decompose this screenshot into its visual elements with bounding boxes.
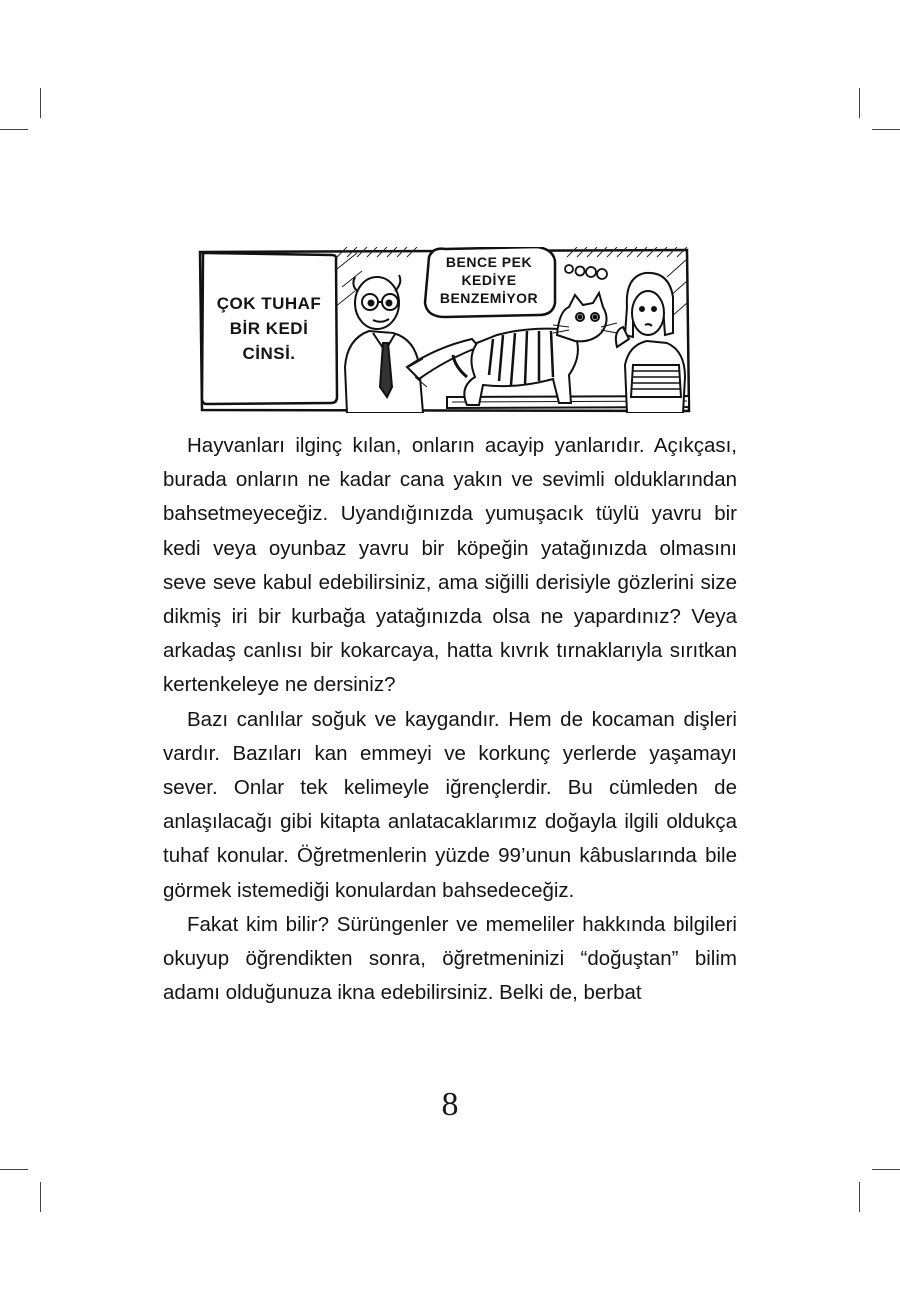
crop-mark-bottom-left-vertical — [40, 1182, 41, 1212]
crop-mark-top-left-horizontal — [0, 129, 28, 130]
speech-line-2: KEDİYE — [461, 272, 517, 288]
page-number: 8 — [441, 1086, 459, 1123]
paragraph-2: Bazı canlılar soğuk ve kaygandır. Hem de kocaman dişleri vardır. Bazıları kan emmeyi ve korkunç yerlerde yaşamayı sever. Onlar tek kelimeyle iğrençlerdir. Bu cümleden de anlaşılacağı gibi kitapta anlatacaklarımız doğayla ilgili oldukça tuhaf konular. Öğretmenlerin yüzde 99’unun kâbuslarında bile görmek istemediği konulardan bahsedeceğiz. — [163, 707, 737, 902]
comic-illustration — [197, 247, 692, 413]
caption-line-1: ÇOK TUHAF — [216, 293, 322, 313]
caption-line-3: CİNSİ. — [242, 343, 296, 363]
crop-mark-bottom-left-horizontal — [0, 1169, 28, 1170]
caption-line-2: BİR KEDİ — [229, 318, 309, 338]
crop-mark-bottom-right-vertical — [859, 1182, 860, 1212]
crop-mark-top-left-vertical — [40, 88, 41, 118]
speech-line-1: BENCE PEK — [445, 254, 533, 270]
crop-mark-top-right-vertical — [859, 88, 860, 118]
caption-box — [205, 253, 333, 403]
speech-line-3: BENZEMİYOR — [439, 290, 539, 306]
crop-mark-top-right-horizontal — [872, 129, 900, 130]
body-text — [163, 429, 737, 1010]
crop-mark-bottom-right-horizontal — [872, 1169, 900, 1170]
speech-bubble — [425, 249, 553, 311]
paragraph-3: Fakat kim bilir? Sürüngenler ve memeliler hakkında bilgileri okuyup öğrendikten sonra, öğretmeninizi “doğuştan” bilim adamı olduğunuza ikna edebilirsiniz. Belki de, berbat — [163, 912, 737, 1005]
paragraph-1: Hayvanları ilginç kılan, onların acayip yanlarıdır. Açıkçası, burada onların ne kadar cana yakın ve sevimli olduklarından bahsetmeyeceğiz. Uyandığınızda yumuşacık tüylü yavru bir kedi veya oyunbaz yavru bir köpeğin yatağınızda olmasını seve seve kabul edebilirsiniz, ama siğilli derisiyle gözlerini size dikmiş iri bir kurbağa yatağınızda olsa ne yapardınız? Veya arkadaş canlısı bir kokarcaya, hatta kıvrık tırnaklarıyla sırıtkan kertenkeleye ne dersiniz? — [163, 434, 737, 697]
